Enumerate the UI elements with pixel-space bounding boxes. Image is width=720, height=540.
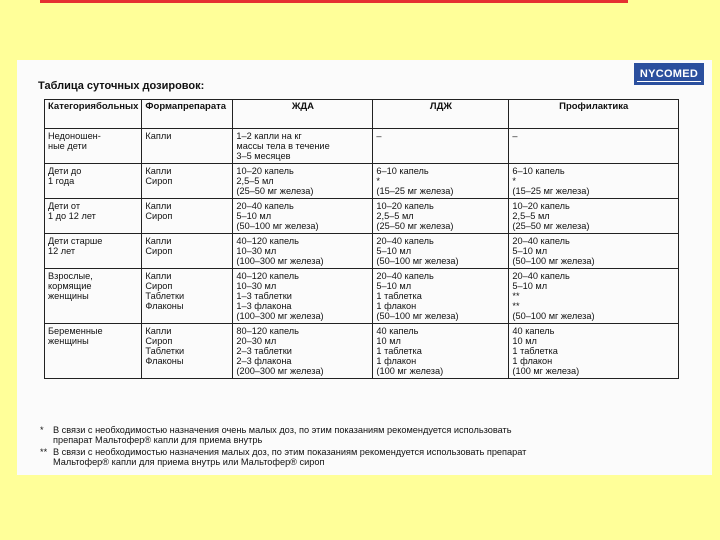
header-form [142,100,233,129]
cell-line: 1 флакон [376,301,417,311]
cell-line: 5–10 мл [376,246,412,256]
cell-line: Беременные [48,326,103,336]
cell-line: 40–120 капель [236,236,299,246]
zhda-cell [233,234,373,269]
cell-line: Капли [145,201,172,211]
cell-line: (15–25 мг железа) [512,186,590,196]
table-title: Таблица суточных дозировок: [38,80,205,92]
header-line: больных [95,101,139,112]
cell-line: 20–40 капель [512,271,570,281]
cell-line: женщины [48,336,89,346]
scanned-document [17,60,712,475]
cell-line: (100 мг железа) [512,366,580,376]
cell-line: 2,5–5 мл [236,176,274,186]
cell-line: 20–40 капель [512,236,570,246]
cell-line: 2–3 таблетки [236,346,292,356]
cell-line: 80–120 капель [236,326,299,336]
header-line: Форма [145,101,178,112]
cell-line: 1 флакон [512,356,553,366]
cell-line: 1–2 капли на кг [236,131,302,141]
cell-line: 10–20 капель [512,201,570,211]
nycomed-logo: NYCOMED [634,63,704,85]
category-cell [45,199,142,234]
footnote-marker: ** [40,447,48,457]
prophylaxis-cell [509,164,679,199]
header-line: Категория [48,101,96,112]
table-header-row [45,100,679,129]
cell-line: массы тела в течение [236,141,330,151]
form-cell [142,324,233,379]
cell-line: 10–20 капель [376,201,434,211]
cell-line: 1–3 флакона [236,301,292,311]
prophylaxis-cell [509,234,679,269]
cell-line: 40 капель [512,326,555,336]
cell-line: (25–50 мг железа) [512,221,590,231]
header-line: ЖДА [291,101,315,112]
cell-line: женщины [48,291,89,301]
cell-line: 40–120 капель [236,271,299,281]
cell-line: – [376,131,382,141]
cell-line: * [376,176,380,186]
cell-line: (25–50 мг железа) [236,186,314,196]
cell-line: (100–300 мг железа) [236,311,324,321]
cell-line: (25–50 мг железа) [376,221,454,231]
ldzh-cell [373,269,509,324]
cell-line: 5–10 мл [376,281,412,291]
cell-line: Таблетки [145,291,185,301]
cell-line: 5–10 мл [512,281,548,291]
cell-line: Капли [145,166,172,176]
cell-line: (50–100 мг железа) [236,221,319,231]
cell-line: Капли [145,326,172,336]
prophylaxis-cell [509,129,679,164]
footnote-text: Мальтофер® капли для приема внутрь или Мальтофер® сироп [53,457,325,467]
footnote-text: препарат Мальтофер® капли для приема внутрь [53,435,263,445]
cell-line: Сироп [145,336,173,346]
zhda-cell [233,324,373,379]
cell-line: (50–100 мг железа) [512,256,595,266]
cell-line: 10–30 мл [236,246,277,256]
cell-line: * [512,176,516,186]
cell-line: Сироп [145,246,173,256]
cell-line: 2,5–5 мл [376,211,414,221]
header-zhda [233,100,373,129]
cell-line: Дети до [48,166,82,176]
cell-line: 20–30 мл [236,336,277,346]
cell-line: Дети старше [48,236,103,246]
table-row [45,269,679,324]
header-line: Профилактика [559,101,629,112]
category-cell [45,234,142,269]
cell-line: Капли [145,236,172,246]
cell-line: 40 капель [376,326,419,336]
footnote-2 [40,447,526,467]
cell-line: (50–100 мг железа) [376,256,459,266]
cell-line: 1–3 таблетки [236,291,292,301]
cell-line: 10 мл [512,336,537,346]
form-cell [142,199,233,234]
cell-line: 1 флакон [376,356,417,366]
cell-line: – [512,131,518,141]
footnote-text: В связи с необходимостью назначения очень малых доз, по этим показаниям рекомендуется использовать [53,425,512,435]
table-row [45,164,679,199]
cell-line: ** [512,291,520,301]
cell-line: Флаконы [145,356,184,366]
ldzh-cell [373,199,509,234]
cell-line: 6–10 капель [512,166,565,176]
table-row [45,129,679,164]
footnote-text: В связи с необходимостью назначения малых доз, по этим показаниям рекомендуется использовать препарат [53,447,527,457]
zhda-cell [233,164,373,199]
cell-line: Взрослые, [48,271,93,281]
cell-line: Дети от [48,201,81,211]
ldzh-cell [373,164,509,199]
cell-line: 1 таблетка [512,346,558,356]
cell-line: 1 таблетка [376,346,422,356]
footnote-1 [40,425,512,445]
cell-line: 10–30 мл [236,281,277,291]
cell-line: Недоношен- [48,131,101,141]
table-row [45,199,679,234]
cell-line: кормящие [48,281,92,291]
header-prophylaxis [509,100,679,129]
cell-line: Сироп [145,176,173,186]
cell-line: (100 мг железа) [376,366,444,376]
category-cell [45,269,142,324]
form-cell [142,269,233,324]
top-red-rule [40,0,628,3]
prophylaxis-cell [509,199,679,234]
ldzh-cell [373,129,509,164]
category-cell [45,129,142,164]
ldzh-cell [373,324,509,379]
cell-line: Флаконы [145,301,184,311]
cell-line: 5–10 мл [512,246,548,256]
cell-line: (15–25 мг железа) [376,186,454,196]
table-body [45,129,679,379]
cell-line: 20–40 капель [376,271,434,281]
cell-line: (200–300 мг железа) [236,366,324,376]
table-row [45,324,679,379]
cell-line: (50–100 мг железа) [376,311,459,321]
zhda-cell [233,199,373,234]
form-cell [142,164,233,199]
category-cell [45,164,142,199]
zhda-cell [233,269,373,324]
dosage-table [44,99,679,379]
prophylaxis-cell [509,324,679,379]
cell-line: ** [512,301,520,311]
header-line: препарата [177,101,227,112]
cell-line: ные дети [48,141,87,151]
ldzh-cell [373,234,509,269]
cell-line: 20–40 капель [376,236,434,246]
cell-line: 10 мл [376,336,401,346]
cell-line: 20–40 капель [236,201,294,211]
prophylaxis-cell [509,269,679,324]
cell-line: Капли [145,271,172,281]
cell-line: 3–5 месяцев [236,151,291,161]
zhda-cell [233,129,373,164]
cell-line: 1 года [48,176,75,186]
cell-line: 5–10 мл [236,211,272,221]
category-cell [45,324,142,379]
footnote-marker: * [40,425,44,435]
header-category [45,100,142,129]
cell-line: Капли [145,131,172,141]
cell-line: Таблетки [145,346,185,356]
form-cell [142,234,233,269]
cell-line: 2,5–5 мл [512,211,550,221]
cell-line: 1 до 12 лет [48,211,96,221]
header-line: ЛДЖ [429,101,452,112]
cell-line: 10–20 капель [236,166,294,176]
cell-line: Сироп [145,211,173,221]
form-cell [142,129,233,164]
cell-line: (100–300 мг железа) [236,256,324,266]
table-row [45,234,679,269]
header-ldzh [373,100,509,129]
cell-line: 2–3 флакона [236,356,292,366]
cell-line: 12 лет [48,246,76,256]
cell-line: 6–10 капель [376,166,429,176]
cell-line: Сироп [145,281,173,291]
cell-line: (50–100 мг железа) [512,311,595,321]
cell-line: 1 таблетка [376,291,422,301]
